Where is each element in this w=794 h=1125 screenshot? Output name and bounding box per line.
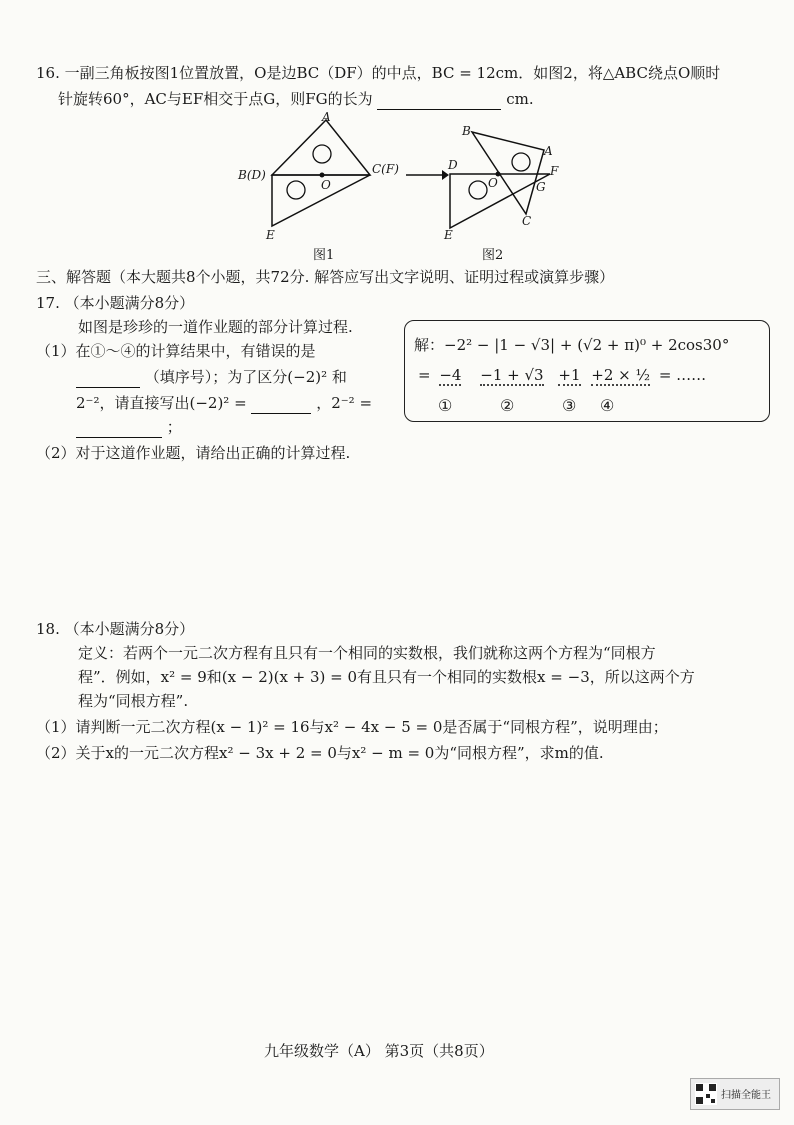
fig2-label-A: A — [544, 144, 553, 158]
fig2-label-F: F — [550, 164, 559, 178]
solution-eq: = — [418, 366, 431, 384]
q17-part1-d: ，2⁻² = — [316, 394, 373, 412]
q18-part1: （1）请判断一元二次方程(x − 1)² = 16与x² − 4x − 5 = 0是否属于“同根方程”，说明理由； — [36, 718, 668, 736]
fig2-label-B: B — [462, 124, 471, 138]
solution-term-2: −1 + √3 — [480, 366, 544, 384]
q17-2-neg2-blank[interactable] — [76, 421, 162, 438]
q16-unit: cm. — [506, 90, 534, 108]
q17-part2: （2）对于这道作业题，请给出正确的计算过程. — [36, 444, 351, 462]
q17-part1-line4 — [76, 416, 182, 438]
fig1-label-BD: B(D) — [238, 168, 266, 182]
q17-error-blank[interactable] — [76, 371, 140, 388]
solution-line2 — [418, 366, 706, 384]
q17-part1-line3 — [76, 392, 372, 414]
fig2-caption: 图2 — [482, 248, 504, 263]
q17-header: 17. （本小题满分8分） — [36, 294, 195, 312]
marker-1: ① — [438, 396, 453, 415]
solution-tail: = …… — [658, 366, 707, 384]
q17-intro: 如图是珍珍的一道作业题的部分计算过程. — [78, 318, 353, 336]
fig1-label-A: A — [322, 110, 331, 124]
q17-part1-c: 2⁻²，请直接写出(−2)² = — [76, 394, 247, 412]
fig1-caption: 图1 — [313, 248, 335, 263]
solution-term-1: −4 — [439, 366, 462, 384]
q18-def-line2: 程”．例如，x² = 9和(x − 2)(x + 3) = 0有且只有一个相同的实数根x = −3，所以这两个方 — [78, 668, 695, 686]
solution-term-4: +2 × ½ — [591, 366, 651, 384]
q17-part1-e: ； — [166, 418, 182, 436]
q18-part2: （2）关于x的一元二次方程x² − 3x + 2 = 0与x² − m = 0为“同根方程”，求m的值. — [36, 744, 604, 762]
q18-def-line1: 定义：若两个一元二次方程有且只有一个相同的实数根，我们就称这两个方程为“同根方 — [78, 644, 656, 662]
fig2-label-G: G — [536, 180, 546, 194]
fig1-label-O: O — [321, 178, 331, 192]
section3-title: 三、解答题（本大题共8个小题，共72分. 解答应写出文字说明、证明过程或演算步骤） — [36, 268, 615, 286]
q18-def-line3: 程为“同根方程”. — [78, 692, 189, 710]
q17-part1-b: （填序号）；为了区分(−2)² 和 — [144, 368, 347, 386]
solution-line1: 解：−2² − |1 − √3| + (√2 + π)⁰ + 2cos30° — [414, 336, 730, 354]
fig2-label-O: O — [488, 176, 498, 190]
fig2-label-D: D — [448, 158, 458, 172]
figure-2 — [440, 118, 570, 238]
fig1-label-E: E — [266, 228, 275, 242]
solution-term-3: +1 — [558, 366, 581, 384]
q16-line1: 16. 一副三角板按图1位置放置，O是边BC（DF）的中点，BC = 12cm．如图2，将△ABC绕点O顺时 — [36, 64, 721, 82]
qr-code-icon — [695, 1083, 717, 1105]
page-footer: 九年级数学（A） 第3页（共8页） — [264, 1042, 494, 1060]
fig2-label-E: E — [444, 228, 453, 242]
q16-line2 — [58, 88, 534, 110]
marker-3: ③ — [562, 396, 577, 415]
q16-line2-text: 针旋转60°，AC与EF相交于点G，则FG的长为 — [58, 90, 373, 108]
q18-header: 18. （本小题满分8分） — [36, 620, 195, 638]
marker-2: ② — [500, 396, 515, 415]
scanner-stamp — [690, 1078, 780, 1110]
marker-4: ④ — [600, 396, 615, 415]
scanner-label: 扫描全能王 — [721, 1090, 771, 1101]
q17-neg2-squared-blank[interactable] — [251, 397, 311, 414]
q17-part1-line2 — [76, 366, 347, 388]
q17-part1-line1: （1）在①～④的计算结果中，有错误的是 — [36, 342, 316, 360]
fig1-label-CF: C(F) — [372, 162, 399, 176]
fig2-label-C: C — [522, 214, 532, 228]
